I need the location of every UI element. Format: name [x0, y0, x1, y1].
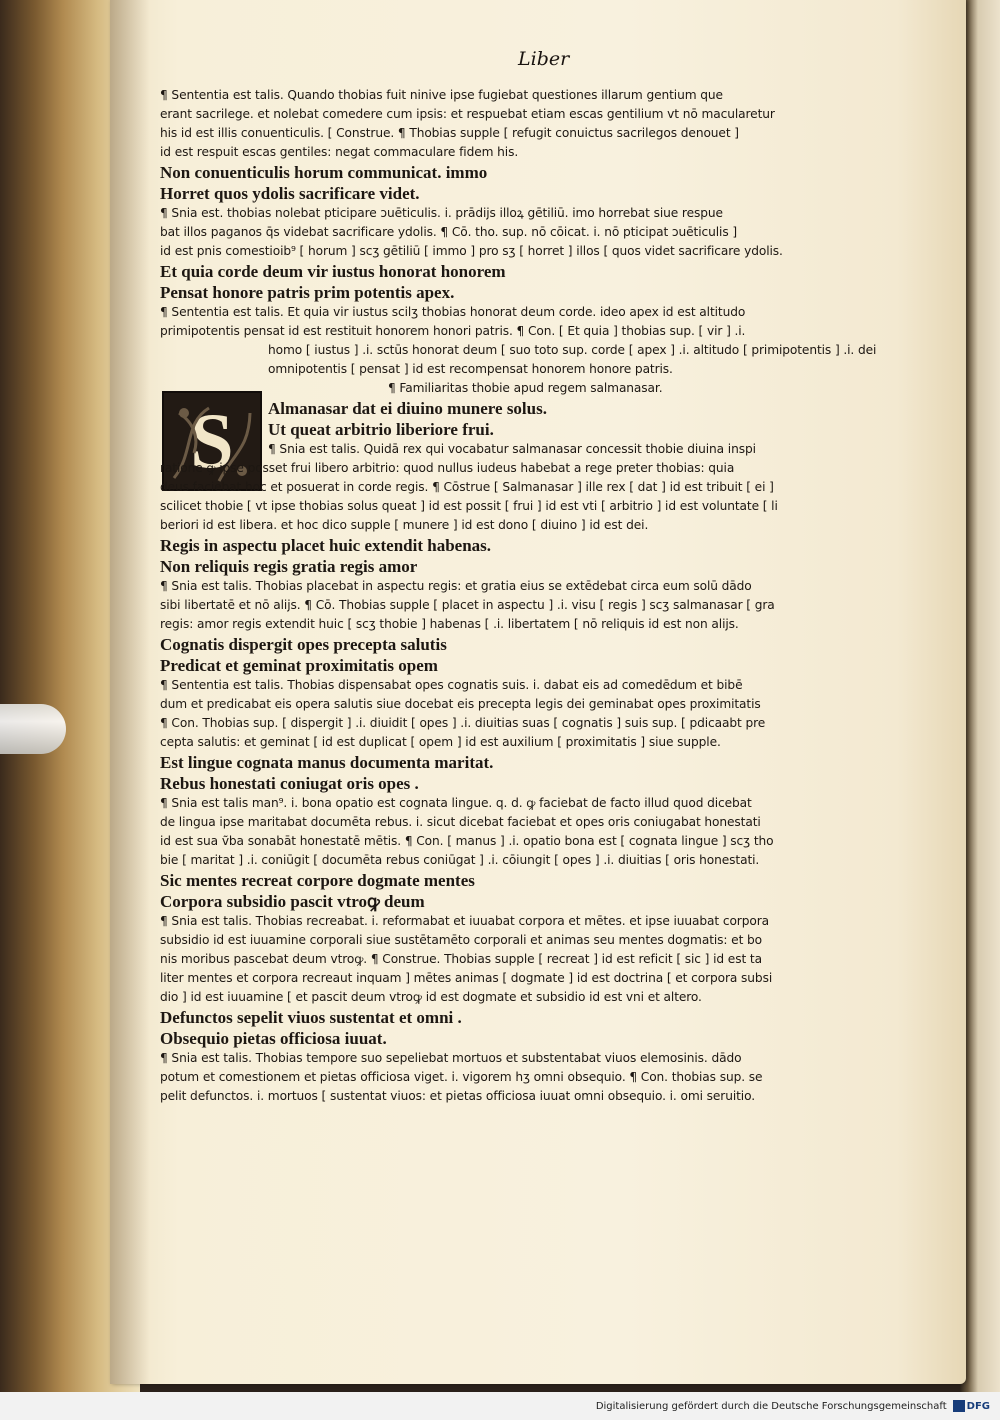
commentary-line: ¶ Snia est talis. Quidā rex qui vocabatur salmanasar concessit thobie diuina inspi	[268, 442, 756, 456]
verse-line: Rebus honestati coniugat oris opes .	[160, 774, 419, 793]
commentary-line: primipotentis pensat id est restituit honorem honori patris. ¶ Con. [ Et quia ] thobias sup. [ vir ] .i.	[160, 324, 746, 338]
commentary-line: nis moribus pascebat deum vtroꝙ. ¶ Construe. Thobias supple [ recreat ] id est reficit [ sic ] id est ta	[160, 952, 762, 966]
commentary-line: potum et comestionem et pietas officiosa viget. i. vigorem hʒ omni obsequio. ¶ Con. thobias sup. se	[160, 1070, 763, 1084]
commentary-line: ¶ Sententia est talis. Thobias dispensabat opes cognatis suis. i. dabat eis ad comedēdum et bibē	[160, 678, 743, 692]
commentary-line: ¶ Snia est talis man⁹. i. bona opatio est cognata lingue. q. d. ꝙ faciebat de facto illud quod dicebat	[160, 796, 752, 810]
commentary-line: ¶ Snia est. thobias nolebat pticipare ɔuēticulis. i. prādijs illoꝝ gētiliū. imo horrebat siue respue	[160, 206, 723, 220]
commentary-line: ¶ Snia est talis. Thobias recreabat. i. reformabat et iuuabat corpora et mētes. et ipse iuuabat corpora	[160, 914, 769, 928]
verse-line: Sic mentes recreat corpore dogmate mentes	[160, 871, 475, 890]
commentary-line: ¶ Snia est talis. Thobias tempore suo sepeliebat mortuos et substentabat viuos elemosinis. dādo	[160, 1051, 742, 1065]
commentary-line: regis: amor regis extendit huic [ scʒ thobie ] habenas [ .i. libertatem [ nō reliquis id est non alijs.	[160, 617, 739, 631]
commentary-line: id est pnis comestioib⁹ [ horum ] scʒ gētiliū [ immo ] pro sʒ [ horret ] illos [ quos videt sacrificare ydolis.	[160, 244, 783, 258]
commentary-line: omnipotentis [ pensat ] id est recompensat honorem honore patris.	[268, 362, 673, 376]
commentary-line: subsidio id est iuuamine corporali siue sustētamēto corporali et animas seu mentes dogmatis: et bo	[160, 933, 763, 947]
commentary-line: deus faciebat hoc et posuerat in corde regis. ¶ Cōstrue [ Salmanasar ] ille rex [ dat ] id est tribuit [ ei ]	[160, 480, 774, 494]
verse-line: Cognatis dispergit opes precepta salutis	[160, 635, 447, 654]
commentary-line: cepta salutis: et geminat [ id est duplicat [ opem ] id est auxilium [ proximitatis ] siue supple.	[160, 735, 721, 749]
commentary-line: dum et predicabat eis opera salutis siue docebat eis precepta legis dei geminabat opes proximitatis	[160, 697, 761, 711]
dfg-logo-text: DFG	[966, 1400, 990, 1412]
commentary-line: id est sua ṽba sonabāt honestatē mētis. ¶ Con. [ manus ] .i. opatio bona est [ cognata lingue ] scʒ tho	[160, 834, 774, 848]
commentary-line: ¶ Sententia est talis. Et quia vir iustus scilʒ thobias honorat deum corde. ideo apex id est altitudo	[160, 305, 746, 319]
commentary-line: liter mentes et corpora recreaut inquam ] mētes animas [ dogmate ] id est doctrina [ et corpora subsi	[160, 971, 773, 985]
verse-line: Predicat et geminat proximitatis opem	[160, 656, 438, 675]
verse-line: Regis in aspectu placet huic extendit habenas.	[160, 536, 492, 555]
commentary-line: dio ] id est iuuamine [ et pascit deum vtroꝙ id est dogmate et subsidio id est vni et altero.	[160, 990, 702, 1004]
commentary-line: ratione ꝙ ipse posset frui libero arbitrio: quod nullus iudeus habebat a rege preter thobias: quia	[160, 461, 735, 475]
commentary-line: de lingua ipse maritabat documēta rebus. i. sicut dicebat faciebat et opes oris coniugabat honestati	[160, 815, 761, 829]
verse-line: Non conuenticulis horum communicat. immo	[160, 163, 488, 182]
verse-line: Ut queat arbitrio liberiore frui.	[268, 420, 494, 439]
dfg-logo	[953, 1400, 990, 1412]
commentary-line: beriori id est libera. et hoc dico supple [ munere ] id est dono [ diuino ] id est dei.	[160, 518, 649, 532]
commentary-line: bie [ maritat ] .i. coniūgit [ documēta rebus coniūgat ] .i. cōiungit [ opes ] .i. diuitias [ oris honestati.	[160, 853, 760, 867]
commentary-line: id est respuit escas gentiles: negat commaculare fidem his.	[160, 145, 519, 159]
commentary-line: scilicet thobie [ vt ipse thobias solus queat ] id est possit [ frui ] id est vti [ arbitrio ] id est voluntate [ li	[160, 499, 778, 513]
verse-line: Corpora subsidio pascit vtroꝙ deum	[160, 892, 425, 911]
verse-line: Pensat honore patris prim potentis apex.	[160, 283, 455, 302]
funding-credit: Digitalisierung gefördert durch die Deutsche Forschungsgemeinschaft	[595, 1400, 947, 1412]
page-text-block	[160, 86, 918, 1106]
verse-line: Horret quos ydolis sacrificare videt.	[160, 184, 420, 203]
commentary-line: ¶ Sententia est talis. Quando thobias fuit ninive ipse fugiebat questiones illarum gentium que	[160, 88, 723, 102]
facing-page-edge	[960, 0, 1000, 1392]
commentary-line: erant sacrilege. et nolebat comedere cum ipsis: et respuebat etiam escas gentilium vt nō macularetur	[160, 107, 775, 121]
commentary-line: his id est illis conuenticulis. [ Construe. ¶ Thobias supple [ refugit conuictus sacrilegos denouet ]	[160, 126, 739, 140]
commentary-line: ¶ Familiaritas thobie apud regem salmanasar.	[388, 381, 663, 395]
running-head: Liber	[518, 48, 570, 70]
page-gutter-shadow	[110, 0, 150, 1384]
commentary-line: ¶ Snia est talis. Thobias placebat in aspectu regis: et gratia eius se extēdebat circa eum solū dādo	[160, 579, 752, 593]
verse-line: Et quia corde deum vir iustus honorat honorem	[160, 262, 506, 281]
commentary-line: homo [ iustus ] .i. sctūs honorat deum [ suo toto sup. corde [ apex ] .i. altitudo [ primipotentis ] .i. dei	[268, 343, 877, 357]
commentary-line: ¶ Con. Thobias sup. [ dispergit ] .i. diuidit [ opes ] .i. diuitias suas [ cognatis ] suis sup. [ pdicaabt pre	[160, 716, 766, 730]
commentary-line: bat illos paganos q̄s videbat sacrificare ydolis. ¶ Cō. tho. sup. nō cōicat. i. nō pticipat ɔuēticulis ]	[160, 225, 737, 239]
verse-line: Est lingue cognata manus documenta maritat.	[160, 753, 494, 772]
page-clip-holder	[0, 704, 66, 754]
commentary-line: sibi libertatē et nō alijs. ¶ Cō. Thobias supple [ placet in aspectu ] .i. visu [ regis ] scʒ salmanasar [ gra	[160, 598, 775, 612]
dfg-logo-mark-icon	[953, 1400, 965, 1412]
verse-line: Almanasar dat ei diuino munere solus.	[268, 399, 547, 418]
verse-line: Obsequio pietas officiosa iuuat.	[160, 1029, 387, 1048]
initial-letter: S	[190, 397, 234, 484]
verse-line: Non reliquis regis gratia regis amor	[160, 557, 418, 576]
commentary-line: pelit defunctos. i. mortuos [ sustentat viuos: et pietas officiosa iuuat omni obsequio. i. omi seruitio.	[160, 1089, 756, 1103]
footer-bar	[0, 1392, 1000, 1420]
verse-line: Defunctos sepelit viuos sustentat et omni .	[160, 1008, 462, 1027]
